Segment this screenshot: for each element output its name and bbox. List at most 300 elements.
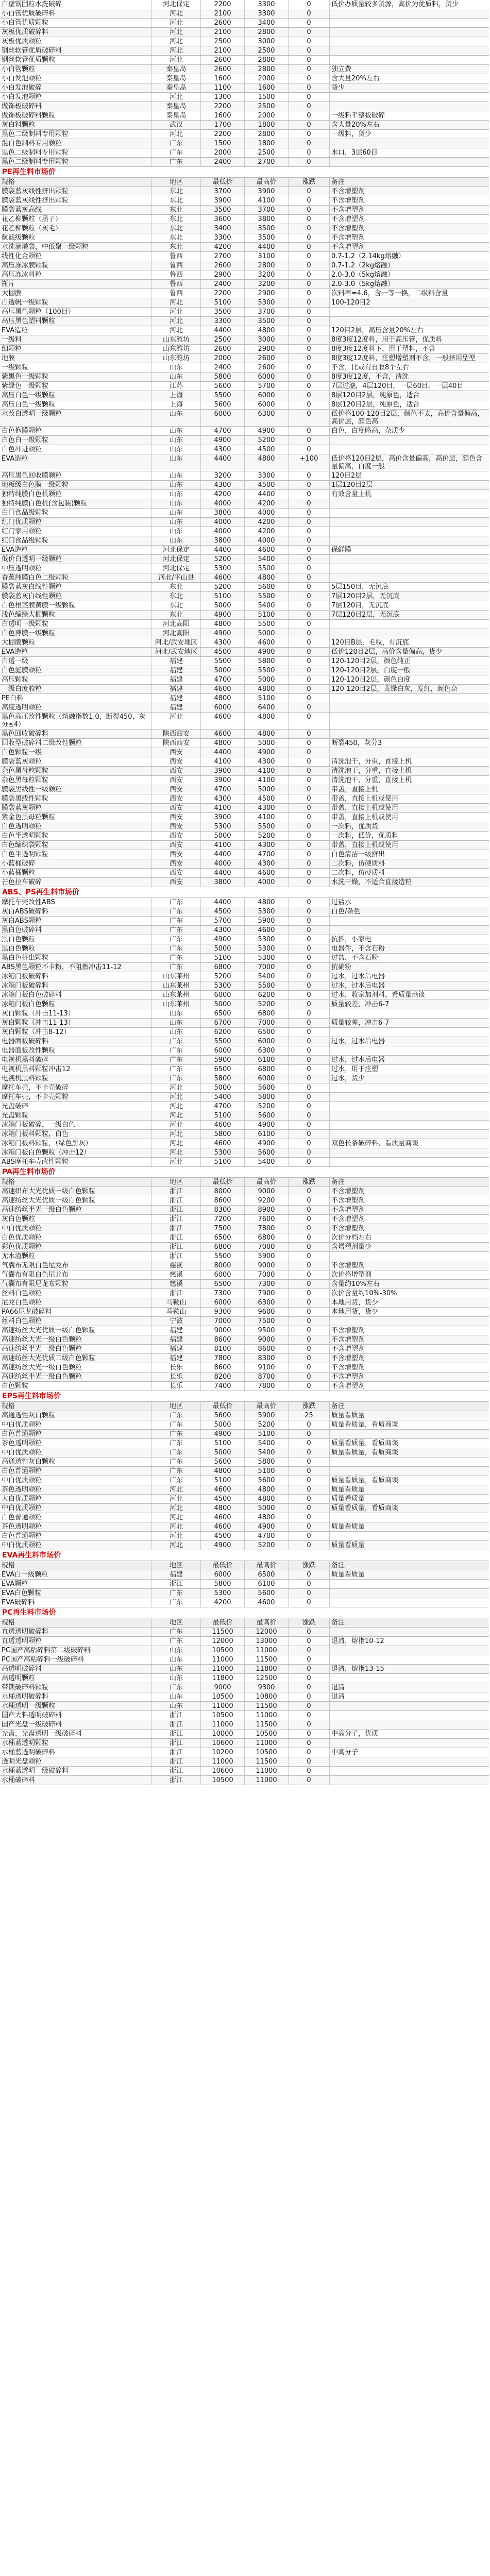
- table-row: [0, 1233, 489, 1243]
- cell-max-price: 6000: [245, 400, 289, 409]
- table-row: [0, 898, 489, 907]
- cell-note: 8层120目2层，纯原色，适合: [331, 392, 420, 399]
- cell-note: 不含增塑剂: [331, 197, 365, 205]
- table-row: [0, 518, 489, 527]
- cell-spec: 高压黑色回收膜颗粒: [0, 471, 152, 480]
- cell-min-price: 3200: [201, 471, 245, 480]
- cell-spec: 红门食品级颗粒: [0, 536, 152, 545]
- cell-region: 广东: [152, 1628, 201, 1636]
- cell-region: 河北: [152, 1139, 201, 1148]
- cell-max-price: 8600: [245, 1345, 289, 1353]
- table-row: [0, 289, 489, 298]
- cell-max-price: 4500: [245, 481, 289, 489]
- cell-note: [330, 1513, 489, 1522]
- cell-max-price: 4700: [245, 1532, 289, 1540]
- cell-change: 0: [289, 536, 330, 545]
- cell-min-price: 4400: [201, 850, 245, 859]
- cell-min-price: 4600: [201, 1513, 245, 1522]
- cell-spec: 红门优质颗粒: [0, 518, 152, 527]
- cell-change: 0: [289, 1485, 330, 1494]
- cell-change: 0: [289, 46, 330, 55]
- cell-min-price: 1300: [201, 93, 245, 101]
- cell-region: 东北: [152, 233, 201, 242]
- table-row: [0, 794, 489, 804]
- cell-change: 0: [289, 382, 330, 391]
- cell-region: 河北保定: [152, 555, 201, 564]
- cell-note: [330, 694, 489, 703]
- cell-min-price: 11000: [201, 1702, 245, 1710]
- cell-change: 0: [289, 354, 330, 363]
- cell-spec: 浅色编绿大棚颗粒: [0, 611, 152, 619]
- cell-min-price: 6800: [201, 1243, 245, 1251]
- cell-region: 西安: [152, 841, 201, 850]
- cell-spec: 黑白色颗粒: [0, 944, 152, 953]
- cell-change: 0: [289, 694, 330, 703]
- cell-spec: 冰箱门板料颗粒，（绿色黑灰）: [0, 1139, 152, 1148]
- cell-note: [330, 509, 489, 517]
- cell-spec: 电器面板改性颗粒: [0, 1046, 152, 1055]
- table-row: [0, 1504, 489, 1513]
- cell-max-price: 4800: [245, 898, 289, 907]
- cell-change: 0: [289, 991, 330, 999]
- cell-region: 江苏: [152, 382, 201, 391]
- cell-note: [330, 518, 489, 527]
- cell-max-price: 2000: [245, 74, 289, 83]
- table-row: [0, 1776, 489, 1785]
- table-row: [0, 1298, 489, 1308]
- table-row: [0, 878, 489, 887]
- cell-max-price: 5400: [245, 1158, 289, 1166]
- cell-spec: 膜袋蓝灰颗粒: [0, 757, 152, 766]
- cell-region: 东北: [152, 243, 201, 251]
- cell-spec: 电器面板破碎料: [0, 1037, 152, 1046]
- cell-max-price: 1800: [245, 121, 289, 129]
- table-row: [0, 326, 489, 335]
- cell-min-price: 10600: [201, 1767, 245, 1775]
- cell-note: [330, 629, 489, 638]
- cell-max-price: 4100: [245, 196, 289, 205]
- cell-spec: 紫金色黑母粒颗粒: [0, 813, 152, 822]
- cell-max-price: 4100: [245, 813, 289, 822]
- cell-note: 质量看质量: [331, 1495, 365, 1503]
- cell-spec: 小白发泡破碎: [0, 83, 152, 92]
- cell-max-price: 7300: [245, 1280, 289, 1289]
- cell-max-price: 2500: [245, 46, 289, 55]
- cell-max-price: 4800: [245, 1513, 289, 1522]
- table-row: [0, 767, 489, 776]
- cell-min-price: 5500: [201, 657, 245, 666]
- cell-spec: 膜袋蓝灰颗粒: [0, 804, 152, 812]
- table-row: [0, 1028, 489, 1037]
- table-row: [0, 215, 489, 224]
- cell-region: 鲁西: [152, 270, 201, 279]
- cell-max-price: 6100: [245, 1056, 289, 1064]
- cell-spec: 小白管颗粒: [0, 65, 152, 74]
- cell-min-price: 4700: [201, 1102, 245, 1111]
- cell-change: 0: [289, 583, 330, 591]
- cell-region: 山东: [152, 445, 201, 454]
- cell-min-price: 11000: [201, 1757, 245, 1766]
- table-row: [0, 546, 489, 555]
- cell-region: 广东: [152, 1411, 201, 1420]
- cell-spec: ABS黑色颗粒不卡粉，不阻燃冲击11-12: [0, 963, 152, 972]
- cell-change: 0: [289, 261, 330, 270]
- cell-spec: 光盘，光盘透明一级破碎料: [0, 1730, 152, 1738]
- cell-note: 电器件，不含石粉: [331, 945, 385, 953]
- header-min-price: 最低价: [201, 1618, 245, 1627]
- cell-spec: 水桶透明破碎料: [0, 1692, 152, 1701]
- cell-max-price: 12500: [245, 1674, 289, 1683]
- cell-spec: 大白优质颗粒: [0, 1495, 152, 1503]
- table-row: [0, 1513, 489, 1522]
- cell-change: 0: [289, 1702, 330, 1710]
- cell-note: [330, 926, 489, 935]
- cell-change: 0: [289, 1196, 330, 1205]
- cell-spec: 水桶蓝透明破碎料: [0, 1748, 152, 1757]
- cell-note: 8度3度12度，不含，清洗: [331, 373, 409, 381]
- cell-min-price: 5200: [201, 583, 245, 591]
- cell-spec: 丝料白色颗粒: [0, 1317, 152, 1326]
- table-row: [0, 1317, 489, 1326]
- cell-region: 上海: [152, 400, 201, 409]
- cell-region: 福建: [152, 685, 201, 693]
- cell-spec: 香蕉纯膜白色二级颗粒: [0, 573, 152, 582]
- cell-change: 0: [289, 1739, 330, 1748]
- cell-spec: 高透明破碎料: [0, 1665, 152, 1673]
- cell-min-price: 2200: [201, 130, 245, 139]
- cell-change: 0: [289, 1448, 330, 1457]
- table-row: [0, 1187, 489, 1196]
- cell-spec: 冰箱门板破碎料: [0, 972, 152, 981]
- cell-region: 山东莱州: [152, 991, 201, 999]
- cell-max-price: 4600: [245, 869, 289, 877]
- cell-change: 0: [289, 289, 330, 298]
- cell-change: 0: [289, 822, 330, 831]
- cell-note: 次价含量约10%-30%: [331, 1290, 397, 1297]
- cell-note: 退清: [331, 1693, 345, 1701]
- cell-spec: 高通透性灰白颗粒: [0, 1458, 152, 1466]
- table-row: [0, 907, 489, 917]
- cell-note: [330, 1757, 489, 1766]
- cell-note: 低价格100-120目2层，颜色不太，高价含量偏高，高价层，颜色高: [331, 410, 484, 426]
- cell-max-price: 4100: [245, 767, 289, 775]
- cell-region: 河北: [152, 93, 201, 101]
- cell-note: 低价办质量较多货源，高价为优质料，货少: [331, 1, 459, 8]
- cell-region: 鲁西: [152, 252, 201, 261]
- cell-spec: 独特纯膜白色机(含包装)颗粒: [0, 499, 152, 508]
- table-row: [0, 1628, 489, 1637]
- table-header-row: [0, 1618, 489, 1628]
- cell-spec: 茶色透明颗粒: [0, 1522, 152, 1531]
- cell-spec: 冰箱门板破碎，一级白色: [0, 1121, 152, 1129]
- cell-max-price: 9200: [245, 1196, 289, 1205]
- cell-change: 0: [289, 1646, 330, 1655]
- cell-change: 0: [289, 130, 330, 139]
- cell-note: [330, 1776, 489, 1785]
- cell-spec: 灰板优质破碎料: [0, 28, 152, 37]
- header-min-price: 最低价: [201, 1178, 245, 1187]
- cell-change: 0: [289, 1655, 330, 1664]
- cell-spec: 白色抱膜颗粒: [0, 427, 152, 435]
- header-note: 备注: [331, 1178, 345, 1186]
- cell-max-price: 5800: [245, 657, 289, 666]
- cell-region: 上海: [152, 391, 201, 400]
- cell-change: 0: [289, 926, 330, 935]
- cell-min-price: 5100: [201, 1111, 245, 1120]
- cell-max-price: 5200: [245, 1102, 289, 1111]
- cell-min-price: 1600: [201, 74, 245, 83]
- cell-region: 福建: [152, 666, 201, 675]
- table-row: [0, 1541, 489, 1550]
- cell-note: 0.7-1.2（2kg熔融）: [331, 262, 395, 269]
- table-row: [0, 1363, 489, 1372]
- table-row: [0, 748, 489, 757]
- cell-region: 西安: [152, 878, 201, 887]
- cell-note: 7层120目2层，无沉底: [331, 611, 400, 619]
- cell-note: 低价格120目2层，高价含量偏高，高价层，颜色含量偏高，白度一般: [331, 455, 483, 470]
- cell-region: 慈溪: [152, 1261, 201, 1270]
- cell-spec: 高速纺丝大光一级白色颗粒: [0, 1363, 152, 1372]
- cell-note: 退清，熔指10-12: [331, 1637, 384, 1645]
- header-max-price: 最高价: [245, 1402, 289, 1411]
- cell-min-price: 4800: [201, 1504, 245, 1513]
- cell-change: 0: [289, 850, 330, 859]
- cell-max-price: 4800: [245, 1495, 289, 1503]
- cell-region: 河北: [152, 1541, 201, 1550]
- cell-note: 保鲜膜: [331, 546, 352, 554]
- cell-note: 过水，过水后电器: [331, 973, 385, 980]
- cell-region: 东北: [152, 215, 201, 224]
- cell-spec: EVA造粒: [0, 648, 152, 656]
- cell-min-price: 2100: [201, 28, 245, 37]
- table-row: [0, 573, 489, 583]
- cell-max-price: 7000: [245, 1019, 289, 1027]
- cell-max-price: 2800: [245, 261, 289, 270]
- cell-note: 水洗干燥，不适合直接造粒: [331, 878, 412, 886]
- cell-change: 0: [289, 1430, 330, 1438]
- cell-change: 0: [289, 1420, 330, 1429]
- cell-max-price: 5500: [245, 822, 289, 831]
- cell-region: 秦皇岛: [152, 111, 201, 120]
- section-title: ABS、PS再生料市场价: [0, 887, 489, 898]
- cell-min-price: 5100: [201, 592, 245, 601]
- cell-min-price: 5600: [201, 400, 245, 409]
- cell-min-price: 5300: [201, 564, 245, 573]
- cell-spec: 光盘破碎: [0, 1102, 152, 1111]
- cell-change: 0: [289, 1720, 330, 1729]
- cell-max-price: 6300: [245, 1298, 289, 1307]
- cell-max-price: 4000: [245, 878, 289, 887]
- table-header-row: [0, 1178, 489, 1187]
- cell-note: 7层120目，无沉底: [331, 602, 389, 609]
- cell-region: 河北: [152, 1158, 201, 1166]
- cell-max-price: 7800: [245, 1224, 289, 1233]
- cell-spec: 航滤级颗粒: [0, 233, 152, 242]
- cell-note: [330, 1130, 489, 1139]
- cell-note: [330, 1702, 489, 1710]
- cell-spec: 冰箱门板白色颗粒（冲击12）: [0, 1148, 152, 1157]
- cell-min-price: 4400: [201, 454, 245, 471]
- cell-note: 一级料平整板破碎: [331, 112, 385, 120]
- cell-change: 0: [289, 1121, 330, 1129]
- cell-region: 西安: [152, 813, 201, 822]
- cell-min-price: 2200: [201, 102, 245, 111]
- cell-spec: 带锁破碎料颗粒: [0, 1683, 152, 1692]
- cell-region: 广东: [152, 1448, 201, 1457]
- cell-max-price: 2000: [245, 111, 289, 120]
- cell-spec: 白色颗粒: [0, 1382, 152, 1391]
- table-row: [0, 1532, 489, 1541]
- cell-max-price: 3900: [245, 187, 289, 196]
- cell-note: [330, 748, 489, 757]
- section-title: PE再生料市场价: [0, 167, 489, 178]
- cell-max-price: 8300: [245, 1354, 289, 1363]
- cell-region: 河北: [152, 1504, 201, 1513]
- cell-min-price: 4700: [201, 785, 245, 794]
- table-row: [0, 1065, 489, 1074]
- cell-region: 河北: [152, 1495, 201, 1503]
- cell-note: 120目2层，高压含量20%左右: [331, 327, 424, 334]
- table-row: [0, 1289, 489, 1298]
- cell-max-price: 5200: [245, 1420, 289, 1429]
- cell-change: 0: [289, 471, 330, 480]
- cell-spec: 冰箱门板白色颗粒: [0, 1000, 152, 1009]
- cell-note: [330, 1252, 489, 1261]
- cell-note: 质量看质量: [331, 1571, 365, 1579]
- cell-spec: 水改白透明一级颗粒: [0, 410, 152, 426]
- cell-change: 0: [289, 1065, 330, 1074]
- cell-min-price: 5400: [201, 1093, 245, 1101]
- cell-change: 0: [289, 1083, 330, 1092]
- cell-min-price: 11000: [201, 1655, 245, 1664]
- cell-region: 广东: [152, 1458, 201, 1466]
- cell-change: 0: [289, 111, 330, 120]
- cell-change: 0: [289, 954, 330, 962]
- cell-min-price: 4400: [201, 869, 245, 877]
- table-row: [0, 1637, 489, 1646]
- cell-note: 7层过滤，4层120目，一层60目。一层40目: [331, 382, 464, 390]
- cell-region: 广东: [152, 1430, 201, 1438]
- cell-spec: 灰白ABS颗粒: [0, 917, 152, 925]
- cell-min-price: 4200: [201, 490, 245, 499]
- cell-max-price: 9600: [245, 1308, 289, 1316]
- table-row: [0, 354, 489, 363]
- header-spec: 规格: [0, 1618, 152, 1627]
- cell-min-price: 3900: [201, 813, 245, 822]
- cell-change: 0: [289, 685, 330, 693]
- cell-region: 鲁西: [152, 280, 201, 289]
- cell-region: 浙江: [152, 1233, 201, 1242]
- cell-region: 山东: [152, 1646, 201, 1655]
- cell-change: 0: [289, 1637, 330, 1646]
- cell-max-price: 5200: [245, 1541, 289, 1550]
- cell-change: 0: [289, 499, 330, 508]
- cell-note: 带盖，直接上机或使用: [331, 795, 399, 803]
- cell-spec: 紫黑色一级颗粒: [0, 372, 152, 381]
- table-row: [0, 859, 489, 869]
- cell-spec: 灰白ABS破碎料: [0, 907, 152, 916]
- cell-region: 鲁西: [152, 261, 201, 270]
- cell-region: 福建: [152, 1570, 201, 1579]
- cell-region: 东北: [152, 583, 201, 591]
- cell-note: [330, 713, 489, 729]
- cell-min-price: 8300: [201, 1206, 245, 1214]
- cell-max-price: 5400: [245, 972, 289, 981]
- cell-change: 0: [289, 1504, 330, 1513]
- cell-spec: 电视机黑料破碎: [0, 1056, 152, 1064]
- cell-spec: 一级白度胶粒: [0, 685, 152, 693]
- cell-min-price: 4900: [201, 611, 245, 619]
- cell-spec: 花乙柳颗粒（黑子）: [0, 215, 152, 224]
- cell-max-price: 2700: [245, 158, 289, 166]
- cell-min-price: 5700: [201, 917, 245, 925]
- cell-max-price: 6500: [245, 1028, 289, 1037]
- cell-min-price: 5100: [201, 1439, 245, 1448]
- cell-max-price: 5400: [245, 1439, 289, 1448]
- cell-note: [330, 555, 489, 564]
- table-row: [0, 1570, 489, 1580]
- cell-note: 清洗泡干，分重，直接上机: [331, 758, 412, 766]
- cell-note: [330, 1711, 489, 1720]
- cell-min-price: 5000: [201, 1448, 245, 1457]
- cell-change: 0: [289, 83, 330, 92]
- cell-max-price: 3500: [245, 233, 289, 242]
- cell-min-price: 4600: [201, 573, 245, 582]
- cell-change: 0: [289, 436, 330, 445]
- cell-spec: 杂色黑母粒颗粒: [0, 767, 152, 775]
- cell-spec: 大棚膜: [0, 289, 152, 298]
- cell-change: 0: [289, 1522, 330, 1531]
- cell-region: 广东: [152, 898, 201, 907]
- cell-region: 广东: [152, 926, 201, 935]
- cell-spec: 黑白色颗粒: [0, 935, 152, 944]
- cell-change: 0: [289, 1354, 330, 1363]
- cell-spec: 茶色透明颗粒: [0, 1485, 152, 1494]
- cell-note: 次料率=4.6，含一等一换，二级料含量: [331, 290, 448, 297]
- cell-region: 东北: [152, 206, 201, 214]
- cell-note: [330, 1083, 489, 1092]
- section-title: EVA再生料市场价: [0, 1550, 489, 1561]
- cell-max-price: 4900: [245, 648, 289, 656]
- cell-max-price: 6000: [245, 1037, 289, 1046]
- cell-max-price: 8700: [245, 1372, 289, 1381]
- cell-region: 广东: [152, 907, 201, 916]
- cell-min-price: 4300: [201, 794, 245, 803]
- cell-max-price: 5500: [245, 981, 289, 990]
- cell-min-price: 4200: [201, 243, 245, 251]
- cell-note: 一次料，优质货: [331, 823, 379, 831]
- cell-region: 福建: [152, 1345, 201, 1353]
- cell-spec: 膜袋蓝灰白线性颗粒: [0, 583, 152, 591]
- cell-region: 慈溪: [152, 1270, 201, 1279]
- cell-note: [330, 1467, 489, 1476]
- table-row: [0, 1430, 489, 1439]
- cell-note: 带盖，直接上机: [331, 786, 379, 793]
- cell-change: 0: [289, 1252, 330, 1261]
- cell-region: 广东: [152, 1467, 201, 1476]
- cell-min-price: 7400: [201, 1382, 245, 1391]
- cell-change: 0: [289, 841, 330, 850]
- cell-min-price: 4500: [201, 648, 245, 656]
- cell-region: 广东: [152, 963, 201, 972]
- cell-min-price: 6500: [201, 1280, 245, 1289]
- cell-max-price: 5300: [245, 907, 289, 916]
- cell-spec: 黑白色破碎料: [0, 926, 152, 935]
- cell-min-price: 7000: [201, 1317, 245, 1326]
- cell-max-price: 4200: [245, 518, 289, 527]
- cell-region: 河北: [152, 308, 201, 316]
- cell-spec: 钢丝软管优质颗粒: [0, 56, 152, 64]
